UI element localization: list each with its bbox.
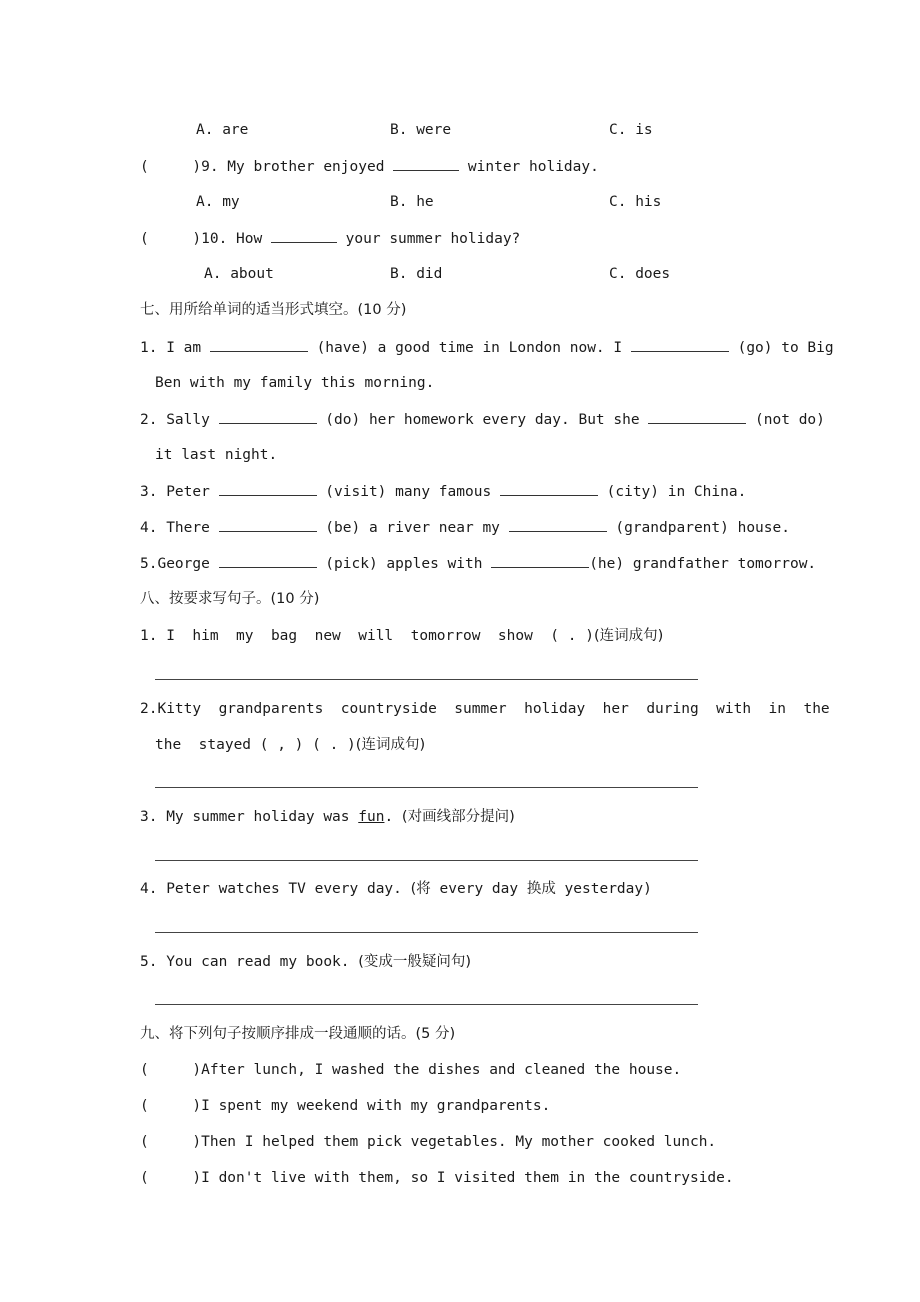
s8q4-instruction-b: 换成 (526, 881, 556, 897)
s8-question-2-line-2 (155, 735, 425, 755)
fill-blank[interactable] (210, 337, 308, 352)
ordering-item (140, 1096, 550, 1116)
q8-option-b: B. were (390, 122, 452, 138)
fill-blank[interactable] (393, 156, 459, 171)
fill-blank[interactable] (219, 517, 317, 532)
s7q1-text-a: 1. I am (140, 340, 210, 356)
q9-option-c: C. his (609, 194, 662, 210)
s7-question-3 (140, 481, 746, 502)
ordering-sentence: I don't live with them, so I visited them in the countryside. (201, 1170, 734, 1186)
ordering-sentence: After lunch, I washed the dishes and cleaned the house. (201, 1062, 682, 1078)
fill-blank[interactable] (271, 228, 337, 243)
s7q2-text-a: 2. Sally (140, 412, 219, 428)
s8-question-2: 2.Kitty grandparents countryside summer holiday her during with in the (140, 701, 830, 717)
answer-paren[interactable]: ( ) (140, 231, 202, 247)
question-10 (140, 228, 520, 249)
q10-option-b: B. did (390, 266, 443, 282)
section-8-heading: 八、按要求写句子。(10 分) (140, 591, 320, 607)
ordering-item (140, 1132, 716, 1152)
s7-question-4 (140, 517, 790, 538)
s8q4-text-b: every day (430, 881, 527, 897)
s8-question-1 (140, 626, 663, 646)
fill-blank[interactable] (648, 409, 746, 424)
s8q4-instruction-a: (将 (410, 881, 431, 897)
s8q3-instruction: (对画线部分提问) (401, 809, 515, 825)
question-9 (140, 156, 599, 177)
s7q5-text-c: (he) grandfather tomorrow. (589, 556, 817, 572)
section-9-heading: 九、将下列句子按顺序排成一段通顺的话。(5 分) (140, 1026, 456, 1042)
s7-question-2 (140, 409, 825, 430)
answer-paren[interactable]: ( ) (140, 1098, 202, 1114)
q10-option-c: C. does (609, 266, 671, 282)
s7q3-text-c: (city) in China. (597, 484, 747, 500)
answer-paren[interactable]: ( ) (140, 1062, 202, 1078)
answer-line[interactable] (155, 679, 698, 680)
s7q2-text-c: (not do) (746, 412, 825, 428)
answer-line[interactable] (155, 860, 698, 861)
q8-option-c: C. is (609, 122, 653, 138)
question-10-text-b: your summer holiday? (336, 231, 521, 247)
question-9-text-a: 9. My brother enjoyed (201, 159, 394, 175)
s7-question-5 (140, 553, 816, 574)
s7q1-text-c: (go) to Big (728, 340, 834, 356)
answer-paren[interactable]: ( ) (140, 1134, 202, 1150)
s7q3-text-b: (visit) many famous (316, 484, 500, 500)
fill-blank[interactable] (509, 517, 607, 532)
question-9-text-b: winter holiday. (459, 159, 599, 175)
q10-option-a: A. about (204, 266, 274, 282)
s7q2-text-b: (do) her homework every day. But she (316, 412, 649, 428)
s8-question-3 (140, 807, 515, 827)
s8q4-text-c: yesterday) (555, 881, 652, 897)
s7q4-text-c: (grandparent) house. (606, 520, 790, 536)
s7q5-text-a: 5.George (140, 556, 219, 572)
q9-option-b: B. he (390, 194, 434, 210)
s7q1-text-b: (have) a good time in London now. I (307, 340, 631, 356)
fill-blank[interactable] (219, 481, 317, 496)
answer-paren[interactable]: ( ) (140, 159, 202, 175)
answer-line[interactable] (155, 787, 698, 788)
fill-blank[interactable] (219, 409, 317, 424)
s8q3-text-a: 3. My summer holiday was (140, 809, 359, 825)
ordering-sentence: I spent my weekend with my grandparents. (201, 1098, 551, 1114)
s8-question-4 (140, 879, 652, 899)
fill-blank[interactable] (500, 481, 598, 496)
s8-question-5 (140, 952, 471, 972)
q9-option-a: A. my (196, 194, 240, 210)
s7-question-1-line-2: Ben with my family this morning. (155, 375, 435, 391)
q8-option-a: A. are (196, 122, 249, 138)
fill-blank[interactable] (491, 553, 589, 568)
answer-line[interactable] (155, 932, 698, 933)
question-10-text-a: 10. How (201, 231, 271, 247)
s7-question-1 (140, 337, 834, 358)
ordering-sentence: Then I helped them pick vegetables. My mother cooked lunch. (201, 1134, 717, 1150)
fill-blank[interactable] (219, 553, 317, 568)
section-7-heading: 七、用所给单词的适当形式填空。(10 分) (140, 302, 407, 318)
ordering-item (140, 1060, 681, 1080)
s7q4-text-b: (be) a river near my (316, 520, 509, 536)
s8q5-text: 5. You can read my book. (140, 954, 359, 970)
underlined-word: fun (358, 809, 385, 825)
answer-paren[interactable]: ( ) (140, 1170, 202, 1186)
s7q5-text-b: (pick) apples with (316, 556, 492, 572)
s8q2-words: the stayed ( , ) ( . ) (155, 737, 356, 753)
s7-question-2-line-2: it last night. (155, 447, 278, 463)
answer-line[interactable] (155, 1004, 698, 1005)
s8q2-instruction: (连词成句) (355, 737, 426, 753)
ordering-item (140, 1168, 734, 1188)
s8q1-instruction: (连词成句) (593, 628, 664, 644)
s8q3-text-b: . (384, 809, 402, 825)
s7q3-text-a: 3. Peter (140, 484, 219, 500)
s7q4-text-a: 4. There (140, 520, 219, 536)
s8q4-text-a: 4. Peter watches TV every day. (140, 881, 411, 897)
s8q1-words: 1. I him my bag new will tomorrow show ( . ) (140, 628, 594, 644)
fill-blank[interactable] (631, 337, 729, 352)
s8q5-instruction: (变成一般疑问句) (358, 954, 472, 970)
